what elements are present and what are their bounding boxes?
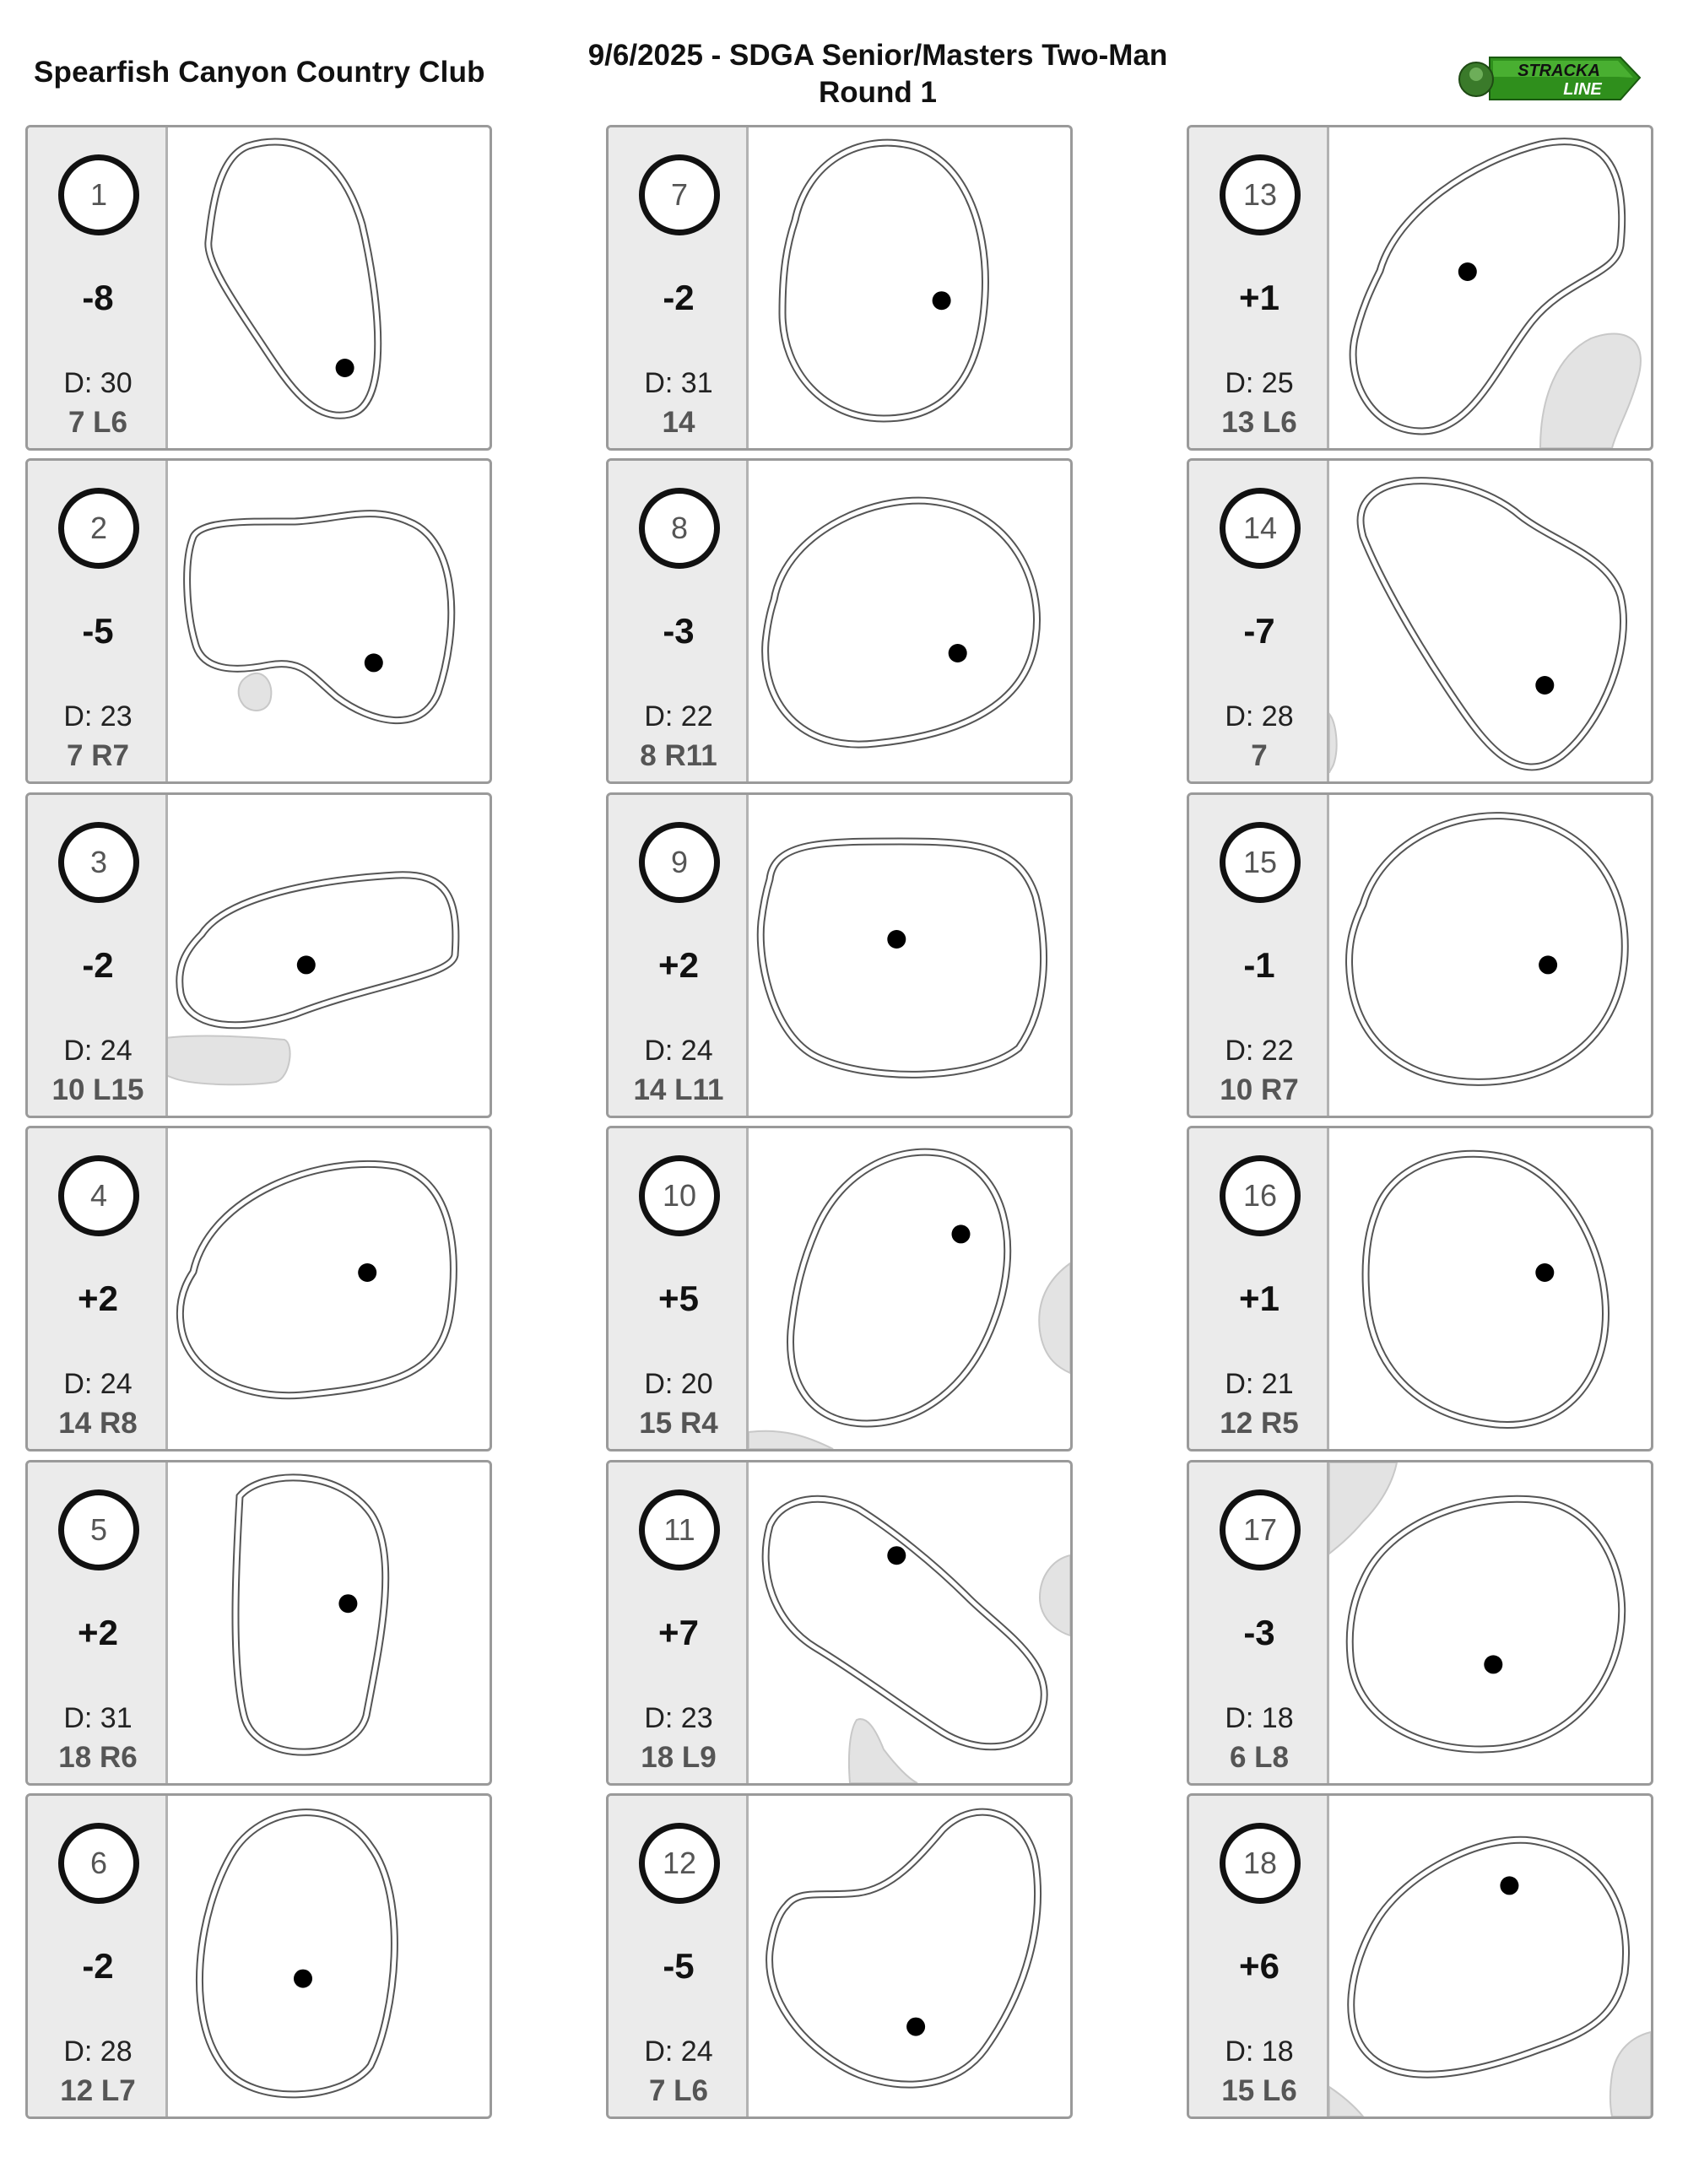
green-outline — [199, 1813, 394, 2095]
pin-location: 12 L7 — [60, 2074, 136, 2107]
green-diagram — [1329, 127, 1651, 448]
hole-card — [606, 1793, 1073, 2119]
hole-number-badge: 13 — [1220, 154, 1301, 235]
pin-dot — [1458, 262, 1477, 281]
green-depth: D: 25 — [1225, 367, 1294, 399]
hole-info-panel — [1189, 1462, 1329, 1783]
pin-dot — [294, 1970, 312, 1988]
hole-score: -3 — [663, 611, 695, 651]
hole-score: -3 — [1243, 1613, 1275, 1652]
bunker — [1040, 1555, 1070, 1635]
bunker — [168, 1036, 290, 1085]
hole-card — [1187, 1126, 1653, 1451]
green-depth: D: 31 — [644, 367, 713, 399]
green-diagram — [1329, 461, 1651, 781]
green-depth: D: 23 — [644, 1702, 713, 1734]
hole-info-panel — [1189, 1128, 1329, 1449]
green-diagram — [168, 795, 490, 1116]
green-depth: D: 30 — [63, 367, 133, 399]
hole-score: +2 — [78, 1279, 118, 1318]
pin-location: 7 L6 — [648, 2074, 709, 2107]
hole-number-badge: 5 — [58, 1489, 139, 1570]
hole-number-badge: 3 — [58, 822, 139, 903]
bunker — [1329, 714, 1337, 773]
pin-location: 18 L9 — [641, 1741, 717, 1774]
hole-card — [1187, 1460, 1653, 1786]
hole-score: -2 — [82, 945, 114, 985]
green-diagram — [749, 1462, 1070, 1783]
green-outline — [791, 1152, 1008, 1424]
pin-location: 7 R7 — [67, 739, 129, 772]
green-depth: D: 24 — [644, 1035, 713, 1067]
hole-score: -5 — [663, 1946, 695, 1986]
logo-text-bottom: LINE — [1563, 80, 1602, 99]
pin-dot — [887, 930, 906, 949]
pin-dot — [358, 1263, 376, 1282]
bunker — [1540, 333, 1641, 448]
pin-dot — [365, 653, 383, 672]
hole-card — [606, 458, 1073, 784]
hole-card — [1187, 1793, 1653, 2119]
hole-score: -1 — [1243, 945, 1275, 985]
hole-score: +1 — [1239, 278, 1280, 317]
hole-number-badge: 9 — [639, 822, 720, 903]
pin-location: 14 L11 — [633, 1073, 724, 1106]
pin-location: 10 L15 — [51, 1073, 144, 1106]
hole-info-panel — [28, 795, 168, 1116]
hole-number-badge: 10 — [639, 1155, 720, 1236]
pin-location: 12 R5 — [1220, 1407, 1299, 1440]
hole-number-badge: 1 — [58, 154, 139, 235]
hole-info-panel — [1189, 795, 1329, 1116]
pin-dot — [887, 1546, 906, 1565]
hole-score: +5 — [658, 1279, 699, 1318]
green-depth: D: 21 — [1225, 1368, 1294, 1400]
hole-info-panel — [609, 795, 749, 1116]
green-depth: D: 22 — [644, 700, 713, 733]
hole-card — [606, 1126, 1073, 1451]
green-depth: D: 18 — [1225, 2035, 1294, 2068]
hole-number-badge: 16 — [1220, 1155, 1301, 1236]
green-outline — [760, 841, 1043, 1074]
green-depth: D: 20 — [644, 1368, 713, 1400]
hole-score: +2 — [658, 945, 699, 985]
bunker — [1610, 2032, 1651, 2116]
hole-info-panel — [1189, 127, 1329, 448]
pin-location: 14 — [662, 406, 695, 439]
hole-number-badge: 18 — [1220, 1823, 1301, 1904]
green-depth: D: 24 — [63, 1368, 133, 1400]
pin-dot — [1484, 1655, 1502, 1673]
green-depth: D: 23 — [63, 700, 133, 733]
pin-location: 13 L6 — [1221, 406, 1297, 439]
green-outline — [782, 143, 985, 419]
event-title — [523, 37, 1232, 111]
hole-card — [1187, 125, 1653, 451]
hole-info-panel — [1189, 461, 1329, 781]
hole-number-badge: 4 — [58, 1155, 139, 1236]
hole-score: +7 — [658, 1613, 699, 1652]
green-diagram — [749, 1128, 1070, 1449]
green-outline — [235, 1478, 386, 1752]
bunker — [1039, 1263, 1070, 1373]
green-diagram — [749, 795, 1070, 1116]
green-depth: D: 18 — [1225, 1702, 1294, 1734]
bunker — [749, 1431, 833, 1449]
green-outline — [1351, 1840, 1626, 2074]
hole-number-badge: 15 — [1220, 822, 1301, 903]
hole-score: +1 — [1239, 1279, 1280, 1318]
hole-number-badge: 11 — [639, 1489, 720, 1570]
hole-card — [1187, 458, 1653, 784]
green-depth: D: 24 — [63, 1035, 133, 1067]
hole-info-panel — [28, 1128, 168, 1449]
pin-location: 8 R11 — [640, 739, 717, 772]
pin-dot — [906, 2018, 925, 2036]
hole-info-panel — [609, 1796, 749, 2116]
pin-dot — [933, 291, 951, 310]
hole-number-badge: 12 — [639, 1823, 720, 1904]
hole-info-panel — [28, 461, 168, 781]
bunker — [1329, 2087, 1363, 2116]
hole-card — [25, 1126, 492, 1451]
green-depth: D: 24 — [644, 2035, 713, 2068]
hole-score: -2 — [82, 1946, 114, 1986]
hole-score: -5 — [82, 611, 114, 651]
hole-score: +2 — [78, 1613, 118, 1652]
pin-dot — [1539, 955, 1557, 974]
hole-card — [606, 792, 1073, 1118]
hole-info-panel — [609, 1462, 749, 1783]
hole-card — [1187, 792, 1653, 1118]
green-diagram — [749, 1796, 1070, 2116]
hole-info-panel — [609, 461, 749, 781]
bunker — [849, 1719, 917, 1783]
hole-info-panel — [28, 127, 168, 448]
hole-info-panel — [1189, 1796, 1329, 2116]
green-depth: D: 28 — [1225, 700, 1294, 733]
pin-location: 15 R4 — [639, 1407, 718, 1440]
event-title-line2: Round 1 — [819, 76, 937, 109]
hole-card — [25, 1793, 492, 2119]
logo-text-top: STRACKA — [1518, 62, 1600, 80]
bunker — [239, 673, 272, 711]
hole-number-badge: 17 — [1220, 1489, 1301, 1570]
pin-dot — [1535, 676, 1554, 695]
pin-location: 7 — [1251, 739, 1268, 772]
hole-number-badge: 14 — [1220, 488, 1301, 569]
green-outline — [187, 514, 452, 721]
green-diagram — [1329, 795, 1651, 1116]
green-outline — [180, 1164, 453, 1395]
hole-score: -7 — [1243, 611, 1275, 651]
hole-number-badge: 6 — [58, 1823, 139, 1904]
pin-dot — [336, 359, 354, 377]
hole-card — [606, 125, 1073, 451]
green-depth: D: 31 — [63, 1702, 133, 1734]
pin-dot — [297, 955, 316, 974]
hole-info-panel — [609, 127, 749, 448]
hole-info-panel — [609, 1128, 749, 1449]
pin-dot — [1500, 1876, 1518, 1895]
green-outline — [766, 500, 1037, 744]
pin-dot — [949, 644, 967, 662]
green-diagram — [168, 1796, 490, 2116]
club-name: Spearfish Canyon Country Club — [34, 56, 485, 89]
green-diagram — [1329, 1796, 1651, 2116]
green-diagram — [168, 127, 490, 448]
pin-location: 6 L8 — [1229, 1741, 1290, 1774]
pin-dot — [338, 1594, 357, 1613]
green-outline — [208, 142, 378, 415]
pin-location: 18 R6 — [58, 1741, 138, 1774]
hole-number-badge: 2 — [58, 488, 139, 569]
green-diagram — [168, 1128, 490, 1449]
hole-info-panel — [28, 1796, 168, 2116]
hole-card — [25, 792, 492, 1118]
pin-location: 7 L6 — [68, 406, 128, 439]
pin-location: 10 R7 — [1220, 1073, 1299, 1106]
event-title-line1: 9/6/2025 - SDGA Senior/Masters Two-Man — [587, 39, 1168, 72]
green-diagram — [749, 127, 1070, 448]
hole-card — [606, 1460, 1073, 1786]
hole-card — [25, 125, 492, 451]
hole-card — [25, 1460, 492, 1786]
green-outline — [1361, 481, 1624, 767]
green-diagram — [749, 461, 1070, 781]
green-depth: D: 28 — [63, 2035, 133, 2068]
green-depth: D: 22 — [1225, 1035, 1294, 1067]
green-diagram — [1329, 1462, 1651, 1783]
hole-number-badge: 7 — [639, 154, 720, 235]
hole-card — [25, 458, 492, 784]
hole-info-panel — [28, 1462, 168, 1783]
green-diagram — [1329, 1128, 1651, 1449]
green-outline — [180, 875, 456, 1025]
stracka-line-logo — [1456, 49, 1642, 108]
green-diagram — [168, 461, 490, 781]
pin-location: 14 R8 — [58, 1407, 138, 1440]
hole-number-badge: 8 — [639, 488, 720, 569]
hole-score: -2 — [663, 278, 695, 317]
pin-location: 15 L6 — [1221, 2074, 1297, 2107]
bunker — [1329, 1462, 1397, 1554]
hole-score: -8 — [82, 278, 114, 317]
hole-score: +6 — [1239, 1946, 1280, 1986]
pin-dot — [1535, 1263, 1554, 1282]
green-diagram — [168, 1462, 490, 1783]
pin-dot — [952, 1224, 971, 1243]
